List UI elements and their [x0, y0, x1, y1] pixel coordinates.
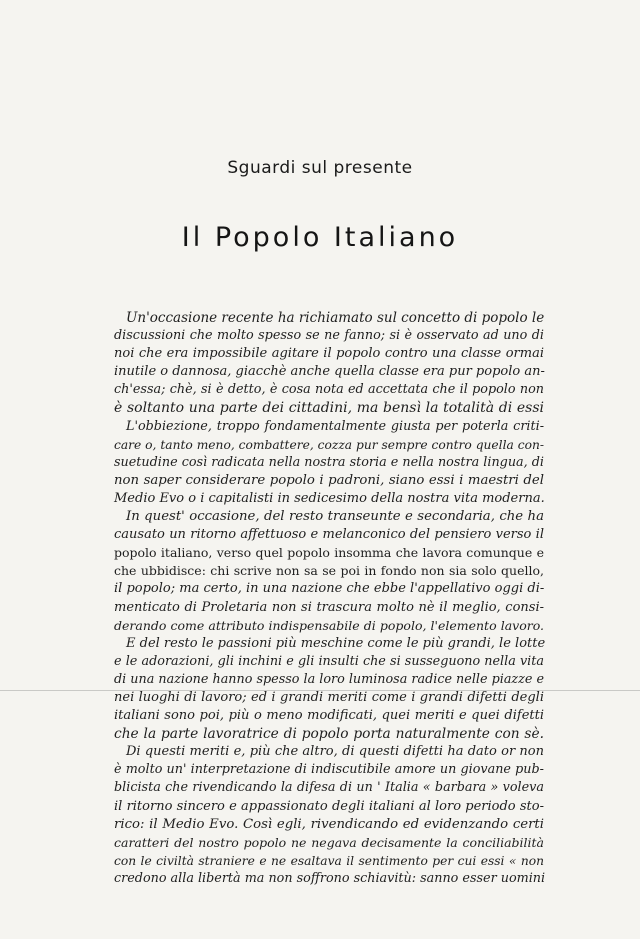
text-line: è soltanto una parte dei cittadini, ma bensì la totalità di essi: [114, 400, 544, 417]
text-line: causato un ritorno affettuoso e melanconico del pensiero verso il: [114, 527, 544, 543]
article-title: Il Popolo Italiano: [181, 222, 459, 253]
section-subtitle: Sguardi sul presente: [227, 158, 413, 178]
text-line: menticato di Proletaria non si trascura molto nè il meglio, consi-: [114, 599, 544, 615]
text-line: Un'occasione recente ha richiamato sul concetto di popolo le: [126, 310, 545, 326]
text-line: rico: il Medio Evo. Così egli, rivendicando ed evidenzando certi: [114, 816, 544, 832]
text-line: credono alla libertà ma non soffrono schiavitù: sanno esser uomini: [114, 870, 546, 886]
text-line: popolo italiano, verso quel popolo insomma che lavora comunque e: [114, 545, 544, 561]
text-line: Medio Evo o i capitalisti in sedicesimo della nostra vita moderna.: [114, 490, 545, 506]
text-line: che ubbidisce: chi scrive non sa se poi in fondo non sia solo quello,: [114, 563, 544, 579]
text-line: blicista che rivendicando la difesa di un ' Italia « barbara » voleva: [114, 780, 544, 796]
text-line: che la parte lavoratrice di popolo porta naturalmente con sè.: [114, 726, 544, 743]
text-line: care o, tanto meno, combattere, cozza pur sempre contro quella con-: [114, 437, 544, 452]
text-line: E del resto le passioni più meschine come le più grandi, le lotte: [126, 635, 546, 651]
text-line: nei luoghi di lavoro; ed i grandi meriti come i grandi difetti degli: [114, 689, 544, 705]
text-line: ch'essa; chè, si è detto, è cosa nota ed accettata che il popolo non: [114, 382, 544, 398]
text-line: noi che era impossibile agitare il popolo contro una classe ormai: [114, 346, 544, 362]
text-line: caratteri del nostro popolo ne negava decisamente la conciliabilità: [114, 834, 544, 850]
text-line: discussioni che molto spesso se ne fanno; si è osservato ad uno di: [114, 328, 544, 344]
text-line: è molto un' interpretazione di indiscutibile amore un giovane pub-: [114, 762, 544, 778]
text-line: e le adorazioni, gli inchini e gli insulti che si susseguono nella vita: [114, 653, 544, 669]
text-line: italiani sono poi, più o meno modificati, quei meriti e quei difetti: [114, 708, 544, 724]
text-line: Di questi meriti e, più che altro, di questi difetti ha dato or non: [126, 744, 544, 760]
text-line: L'obbiezione, troppo fondamentalmente giusta per poterla criti-: [126, 418, 544, 434]
text-line: con le civiltà straniere e ne esaltava il sentimento per cui essi « non: [114, 853, 544, 868]
text-line: il ritorno sincero e appassionato degli italiani al loro periodo sto-: [114, 798, 544, 814]
text-line: inutile o dannosa, giacchè anche quella classe era pur popolo an-: [114, 364, 545, 380]
text-line: suetudine così radicata nella nostra storia e nella nostra lingua, di: [114, 454, 544, 470]
text-line: il popolo; ma certo, in una nazione che ebbe l'appellativo oggi di-: [114, 581, 545, 597]
text-line: non saper considerare popolo i padroni, siano essi i maestri del: [114, 472, 544, 488]
text-line: derando come attributo indispensabile di popolo, l'elemento lavoro.: [114, 617, 544, 633]
text-line: In quest' occasione, del resto transeunte e secondaria, che ha: [126, 509, 544, 525]
article-body: [114, 309, 544, 888]
text-line: di una nazione hanno spesso la loro luminosa radice nelle piazze e: [114, 671, 544, 687]
